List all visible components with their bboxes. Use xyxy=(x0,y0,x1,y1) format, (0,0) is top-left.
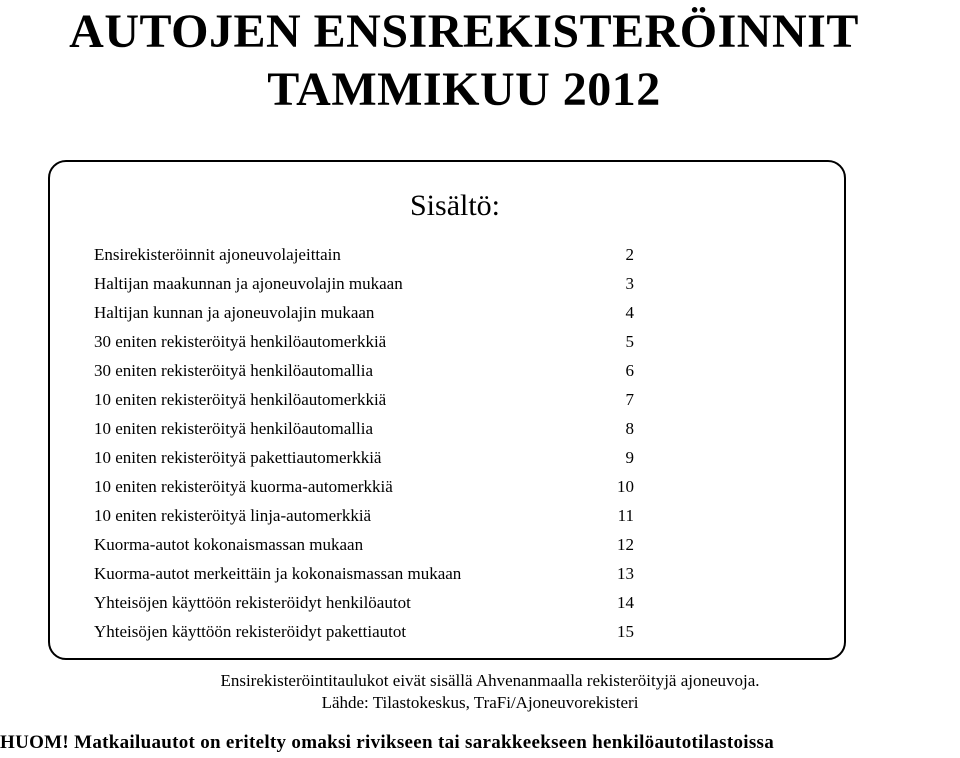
toc-item xyxy=(94,617,634,646)
toc-item-label: Kuorma-autot merkeittäin ja kokonaismassan mukaan xyxy=(94,564,462,583)
toc-item xyxy=(94,530,634,559)
toc-item-page-number: 15 xyxy=(617,622,634,641)
toc-item-page-number: 2 xyxy=(625,245,634,264)
source-note: Lähde: Tilastokeskus, TraFi/Ajoneuvorekisteri xyxy=(321,693,639,712)
toc-item-label: Haltijan maakunnan ja ajoneuvolajin mukaan xyxy=(94,274,403,293)
toc-item-page-number: 3 xyxy=(625,274,634,293)
toc-item-label: 30 eniten rekisteröityä henkilöautomallia xyxy=(94,361,373,380)
toc-item xyxy=(94,559,634,588)
toc-item xyxy=(94,588,634,617)
toc-item xyxy=(94,472,634,501)
toc-item-label: 10 eniten rekisteröityä pakettiautomerkkiä xyxy=(94,448,382,467)
toc-item xyxy=(94,414,634,443)
toc-item-label: Haltijan kunnan ja ajoneuvolajin mukaan xyxy=(94,303,375,322)
toc-item-label: 10 eniten rekisteröityä henkilöautomerkkiä xyxy=(94,390,387,409)
toc-list xyxy=(94,240,634,646)
toc-item-page-number: 7 xyxy=(625,390,634,409)
toc-item-page-number: 4 xyxy=(625,303,634,322)
warning-note: HUOM! Matkailuautot on eritelty omaksi rivikseen tai sarakkeekseen henkilöautotilastoissa xyxy=(0,732,775,753)
document-title-line-1: AUTOJEN ENSIREKISTERÖINNIT xyxy=(69,5,859,58)
toc-item-label: 10 eniten rekisteröityä kuorma-automerkkiä xyxy=(94,477,393,496)
toc-item xyxy=(94,385,634,414)
toc-item-label: Yhteisöjen käyttöön rekisteröidyt henkilöautot xyxy=(94,593,411,612)
toc-item xyxy=(94,240,634,269)
document-title-line-2: TAMMIKUU 2012 xyxy=(267,63,661,116)
toc-item-page-number: 13 xyxy=(617,564,634,583)
toc-item-page-number: 5 xyxy=(625,332,634,351)
toc-item xyxy=(94,298,634,327)
table-of-contents-box xyxy=(48,160,846,660)
toc-item xyxy=(94,327,634,356)
toc-item-label: 30 eniten rekisteröityä henkilöautomerkkiä xyxy=(94,332,387,351)
toc-item-page-number: 11 xyxy=(617,506,634,525)
toc-item-label: 10 eniten rekisteröityä henkilöautomallia xyxy=(94,419,373,438)
toc-item-page-number: 12 xyxy=(617,535,634,554)
toc-item-label: 10 eniten rekisteröityä linja-automerkkiä xyxy=(94,506,372,525)
toc-item-page-number: 6 xyxy=(625,361,634,380)
toc-item xyxy=(94,269,634,298)
toc-item-page-number: 9 xyxy=(625,448,634,467)
toc-item xyxy=(94,356,634,385)
toc-item xyxy=(94,501,634,530)
toc-item-label: Yhteisöjen käyttöön rekisteröidyt pakettiautot xyxy=(94,622,407,641)
exclusion-note: Ensirekisteröintitaulukot eivät sisällä Ahvenanmaalla rekisteröityjä ajoneuvoja. xyxy=(220,671,760,690)
toc-item-label: Kuorma-autot kokonaismassan mukaan xyxy=(94,535,364,554)
toc-item-page-number: 14 xyxy=(617,593,634,612)
toc-item-label: Ensirekisteröinnit ajoneuvolajeittain xyxy=(94,245,341,264)
toc-item xyxy=(94,443,634,472)
toc-item-page-number: 8 xyxy=(625,419,634,438)
toc-heading: Sisältö: xyxy=(410,189,501,222)
toc-item-page-number: 10 xyxy=(617,477,634,496)
